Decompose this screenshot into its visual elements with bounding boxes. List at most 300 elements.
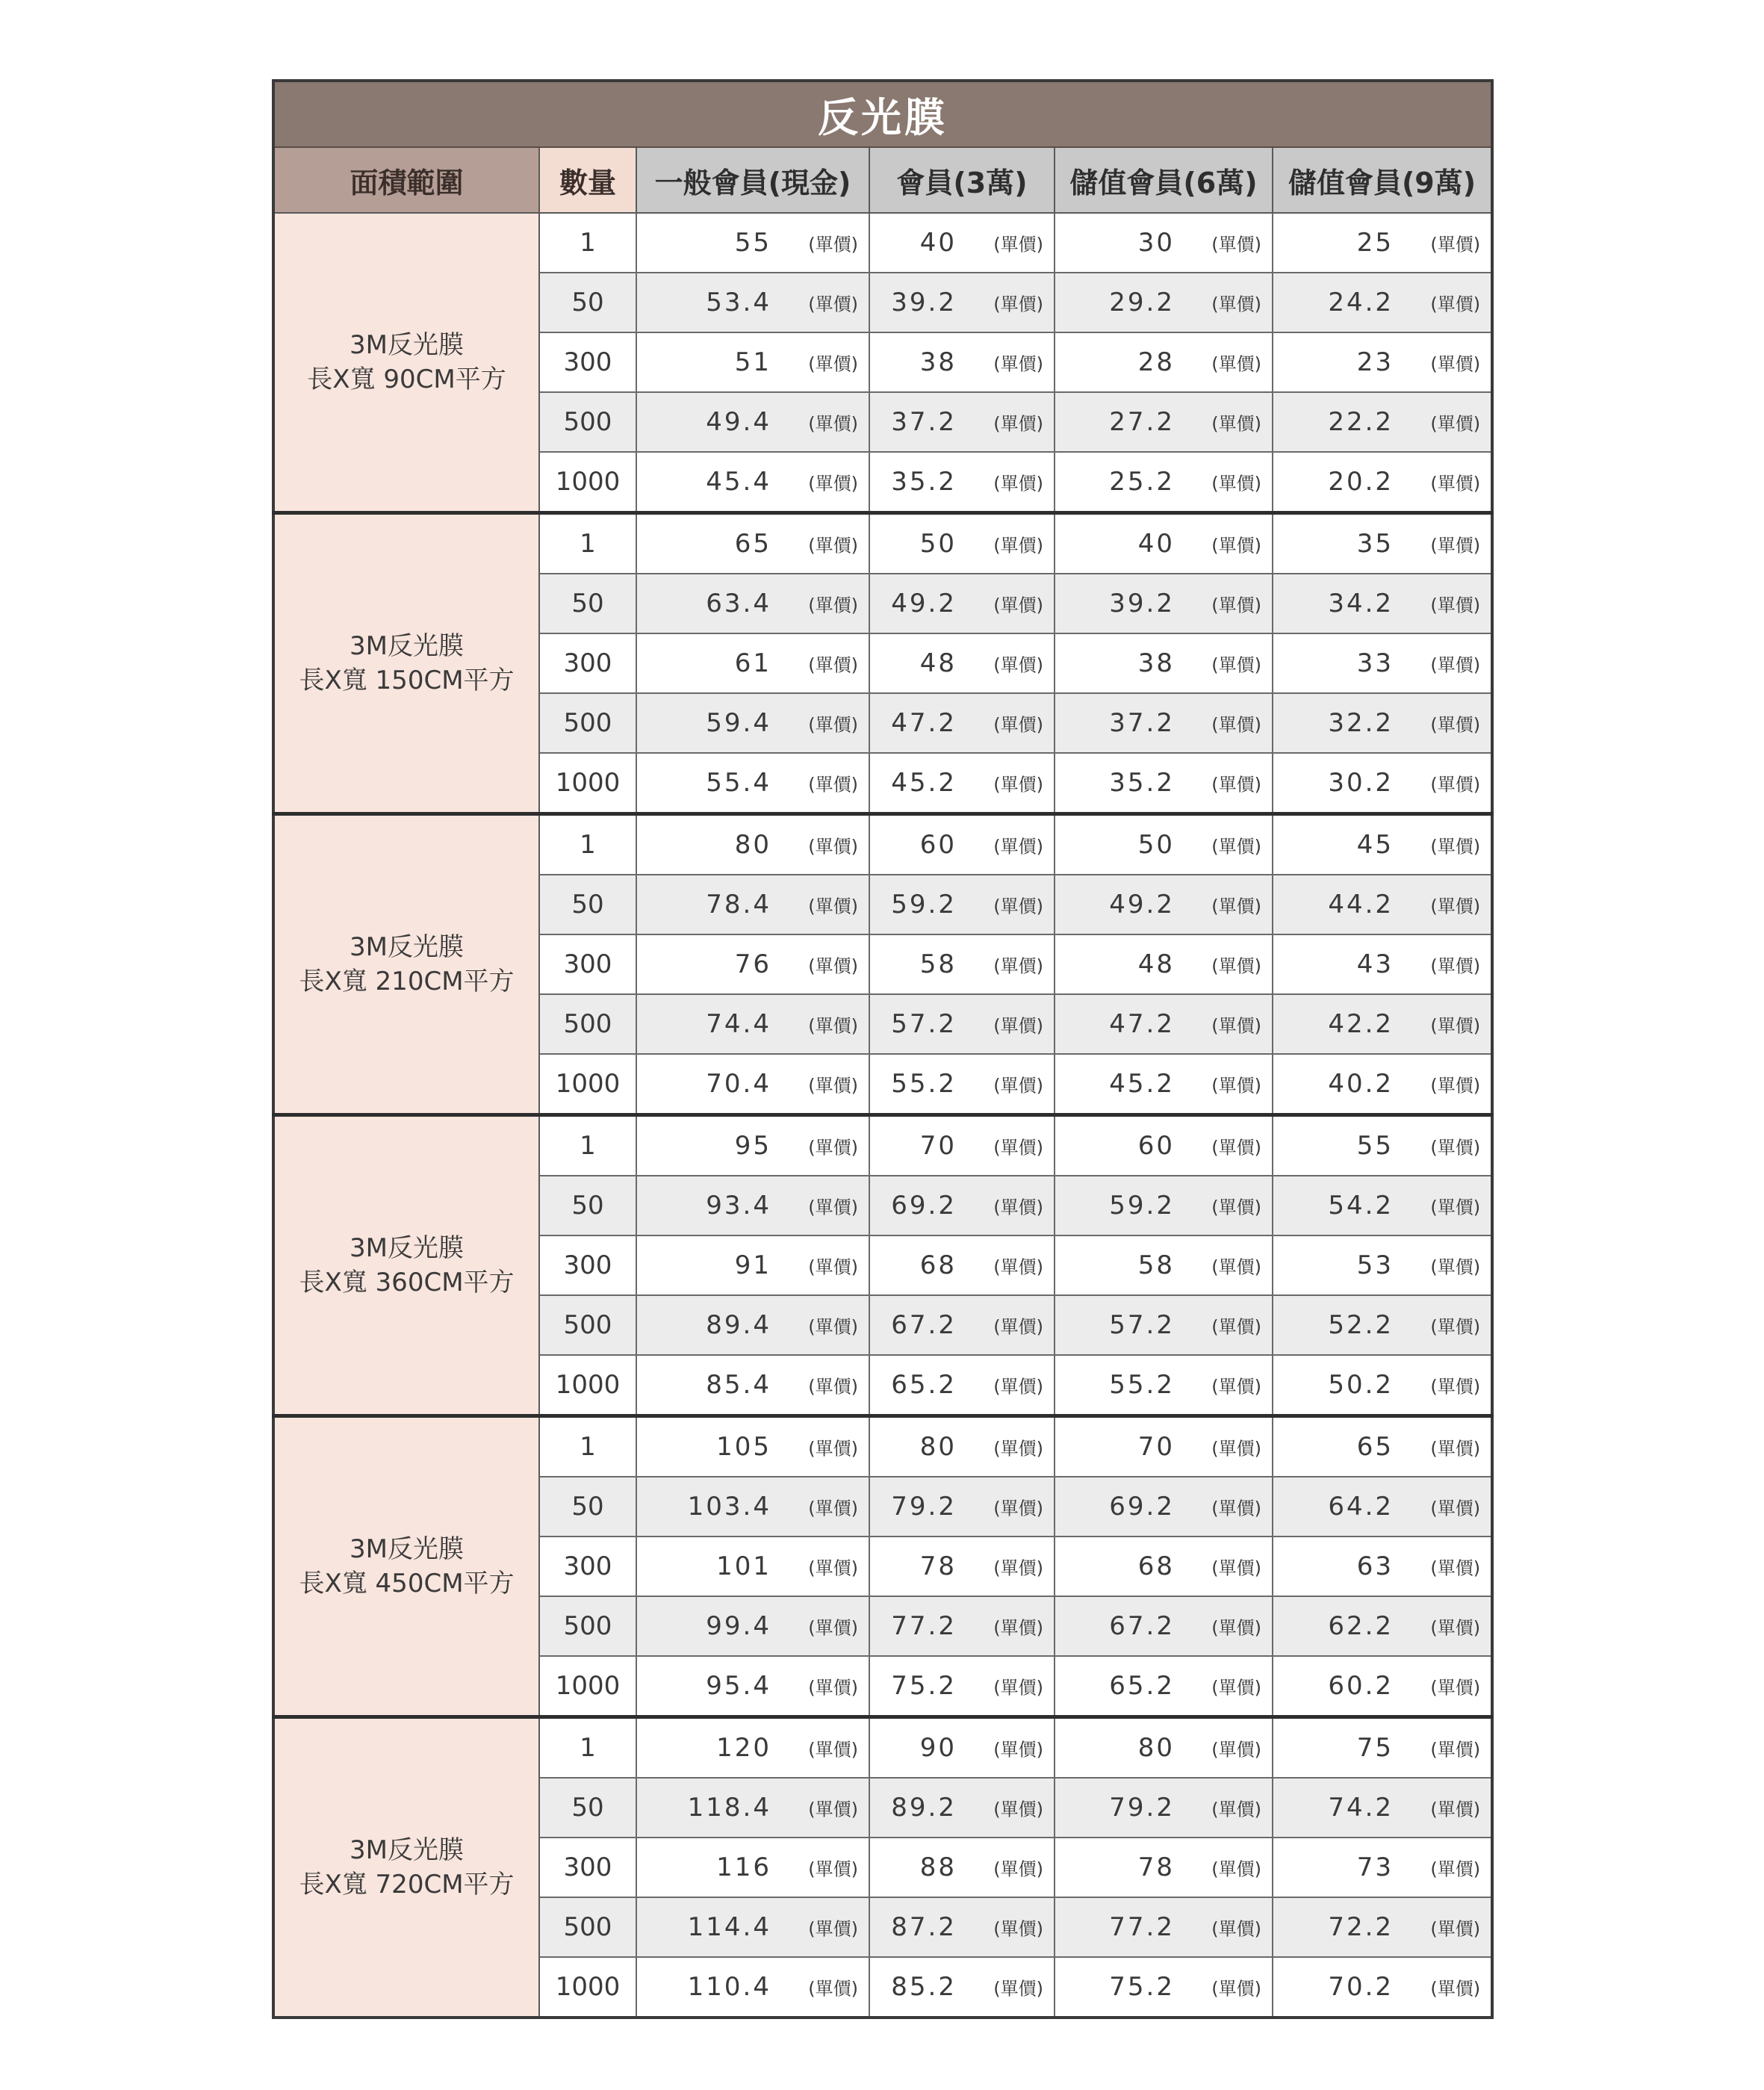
unit-price-label: (單價) [1430,1316,1481,1338]
price-cell [869,1295,1055,1355]
unit-price-label: (單價) [808,896,858,917]
price-value: 40 [1137,529,1175,559]
price-value: 55 [734,228,771,258]
price-cell [869,1596,1055,1656]
price-value: 38 [919,347,957,377]
price-cell [1055,452,1273,513]
price-cell [636,452,869,513]
price-cell [1055,633,1273,693]
price-value: 58 [1137,1250,1175,1280]
unit-price-label: (單價) [808,836,858,858]
price-cell [1273,452,1492,513]
price-value: 67.2 [891,1310,957,1340]
price-value: 39.2 [1109,589,1175,618]
price-cell [1273,1537,1492,1596]
price-value: 75.2 [891,1671,957,1701]
unit-price-label: (單價) [1430,654,1481,676]
price-value: 55.4 [706,768,771,798]
price-value: 95.4 [706,1671,771,1701]
table-row [273,1115,1492,1176]
unit-price-label: (單價) [1211,1739,1261,1761]
price-cell [1273,1115,1492,1176]
price-cell [1055,1477,1273,1537]
price-value: 34.2 [1328,589,1394,618]
price-cell [1273,574,1492,633]
price-cell [869,994,1055,1054]
qty-cell: 500 [539,1897,636,1957]
price-value: 35.2 [1109,768,1175,798]
price-value: 63.4 [706,589,771,618]
unit-price-label: (單價) [1430,1075,1481,1097]
unit-price-label: (單價) [808,654,858,676]
area-product-label: 3M反光膜 [350,1233,464,1263]
price-cell [1273,814,1492,875]
unit-price-label: (單價) [1211,1677,1261,1699]
unit-price-label: (單價) [993,1677,1043,1699]
price-cell [636,1355,869,1416]
price-value: 32.2 [1328,708,1394,738]
price-value: 54.2 [1328,1191,1394,1221]
unit-price-label: (單價) [808,1557,858,1579]
price-value: 48 [919,648,957,678]
unit-price-label: (單價) [1430,1197,1481,1218]
price-cell [1273,1717,1492,1779]
unit-price-label: (單價) [808,1617,858,1639]
price-value: 24.2 [1328,288,1394,317]
price-value: 45 [1356,830,1394,860]
unit-price-label: (單價) [1211,654,1261,676]
price-value: 64.2 [1328,1492,1394,1522]
price-cell [1055,1596,1273,1656]
price-value: 101 [716,1551,771,1581]
unit-price-label: (單價) [993,714,1043,736]
price-value: 118.4 [687,1793,771,1823]
header-area: 面積範圍 [273,147,539,213]
price-value: 79.2 [891,1492,957,1522]
table-row [273,1416,1492,1477]
price-value: 75.2 [1109,1972,1175,2002]
price-cell [869,273,1055,332]
unit-price-label: (單價) [1211,955,1261,977]
price-cell [869,1416,1055,1477]
price-cell [869,814,1055,875]
price-cell [1273,392,1492,452]
price-cell [1055,574,1273,633]
price-cell [1055,513,1273,574]
price-value: 60 [919,830,957,860]
price-cell [636,1176,869,1235]
price-cell [636,1054,869,1115]
unit-price-label: (單價) [993,1918,1043,1940]
price-value: 69.2 [891,1191,957,1221]
unit-price-label: (單價) [1430,1015,1481,1037]
unit-price-label: (單價) [808,294,858,315]
price-cell [1055,1176,1273,1235]
price-cell [636,875,869,934]
price-cell [1055,1115,1273,1176]
price-cell [1273,1596,1492,1656]
price-cell [636,1477,869,1537]
unit-price-label: (單價) [1211,1498,1261,1519]
price-value: 59.4 [706,708,771,738]
price-cell [1273,213,1492,273]
price-cell [636,1957,869,2018]
area-size-label: 長X寬 360CM平方 [299,1268,515,1297]
qty-cell: 1000 [539,1054,636,1115]
unit-price-label: (單價) [1430,1557,1481,1579]
price-value: 37.2 [1109,708,1175,738]
price-cell [1273,934,1492,994]
unit-price-label: (單價) [1211,294,1261,315]
qty-cell: 50 [539,574,636,633]
unit-price-label: (單價) [1211,1799,1261,1820]
unit-price-label: (單價) [993,774,1043,796]
price-cell [869,1115,1055,1176]
price-value: 78 [1137,1852,1175,1882]
unit-price-label: (單價) [1430,1256,1481,1278]
price-value: 79.2 [1109,1793,1175,1823]
price-value: 28 [1137,347,1175,377]
unit-price-label: (單價) [1430,1978,1481,2000]
price-value: 35.2 [891,467,957,497]
price-cell [636,1897,869,1957]
unit-price-label: (單價) [1430,1617,1481,1639]
area-product-label: 3M反光膜 [350,1835,464,1865]
qty-cell: 300 [539,1537,636,1596]
price-value: 55 [1356,1131,1394,1161]
price-cell [1055,875,1273,934]
price-value: 65 [734,529,771,559]
qty-cell: 1 [539,513,636,574]
price-value: 77.2 [891,1611,957,1641]
header-qty: 數量 [539,147,636,213]
price-value: 65.2 [891,1370,957,1400]
price-value: 49.2 [891,589,957,618]
unit-price-label: (單價) [1211,1075,1261,1097]
unit-price-label: (單價) [808,234,858,255]
unit-price-label: (單價) [993,1015,1043,1037]
header-stored-member-6w: 儲值會員(6萬) [1055,147,1273,213]
unit-price-label: (單價) [1430,955,1481,977]
unit-price-label: (單價) [993,1316,1043,1338]
price-value: 78.4 [706,890,771,920]
price-value: 25.2 [1109,467,1175,497]
price-value: 27.2 [1109,407,1175,437]
unit-price-label: (單價) [808,1376,858,1398]
price-cell [869,1957,1055,2018]
price-value: 58 [919,949,957,979]
price-value: 20.2 [1328,467,1394,497]
unit-price-label: (單價) [993,473,1043,494]
qty-cell: 500 [539,994,636,1054]
price-cell [636,332,869,392]
price-value: 45.2 [1109,1069,1175,1099]
unit-price-label: (單價) [808,1075,858,1097]
price-cell [1273,1295,1492,1355]
qty-cell: 300 [539,1838,636,1897]
price-cell [1273,633,1492,693]
price-cell [1273,513,1492,574]
price-cell [1055,814,1273,875]
price-cell [1055,934,1273,994]
price-value: 103.4 [687,1492,771,1522]
price-value: 49.2 [1109,890,1175,920]
price-cell [869,934,1055,994]
unit-price-label: (單價) [1430,1858,1481,1880]
price-value: 68 [919,1250,957,1280]
header-stored-member-9w: 儲值會員(9萬) [1273,147,1492,213]
price-cell [869,1176,1055,1235]
unit-price-label: (單價) [808,774,858,796]
price-body [273,213,1492,2018]
price-value: 76 [734,949,771,979]
price-cell [1055,1838,1273,1897]
price-cell [1055,392,1273,452]
price-cell [1273,1897,1492,1957]
price-cell [636,1656,869,1717]
unit-price-label: (單價) [808,1137,858,1159]
price-value: 80 [1137,1733,1175,1763]
price-cell [869,1235,1055,1295]
unit-price-label: (單價) [993,896,1043,917]
unit-price-label: (單價) [993,1739,1043,1761]
unit-price-label: (單價) [1430,473,1481,494]
price-value: 77.2 [1109,1912,1175,1942]
price-cell [1273,753,1492,814]
price-cell [1055,994,1273,1054]
price-cell [869,1778,1055,1838]
price-value: 52.2 [1328,1310,1394,1340]
unit-price-label: (單價) [808,535,858,556]
unit-price-label: (單價) [1430,836,1481,858]
price-cell [1055,1717,1273,1779]
price-value: 30 [1137,228,1175,258]
price-cell [636,1537,869,1596]
table-title: 反光膜 [273,81,1492,147]
price-cell [1273,994,1492,1054]
unit-price-label: (單價) [1211,1918,1261,1940]
price-value: 85.2 [891,1972,957,2002]
unit-price-label: (單價) [993,836,1043,858]
unit-price-label: (單價) [993,1978,1043,2000]
price-cell [1055,213,1273,273]
price-cell [636,213,869,273]
price-cell [869,513,1055,574]
unit-price-label: (單價) [1211,353,1261,375]
price-table [272,79,1494,2019]
price-cell [869,1355,1055,1416]
unit-price-label: (單價) [1211,535,1261,556]
price-cell [869,1477,1055,1537]
price-value: 88 [919,1852,957,1882]
unit-price-label: (單價) [1430,595,1481,616]
unit-price-label: (單價) [1430,413,1481,435]
price-value: 65.2 [1109,1671,1175,1701]
area-range-cell [273,513,539,814]
unit-price-label: (單價) [993,1858,1043,1880]
unit-price-label: (單價) [1211,1858,1261,1880]
header-member-3w: 會員(3萬) [869,147,1055,213]
price-cell [1055,1054,1273,1115]
price-value: 70.2 [1328,1972,1394,2002]
qty-cell: 1 [539,1717,636,1779]
price-cell [869,1656,1055,1717]
price-value: 35 [1356,529,1394,559]
price-cell [1273,1838,1492,1897]
unit-price-label: (單價) [1430,1739,1481,1761]
area-range-cell [273,1416,539,1717]
unit-price-label: (單價) [993,1617,1043,1639]
price-cell [869,452,1055,513]
qty-cell: 1 [539,1115,636,1176]
price-cell [636,392,869,452]
price-value: 55.2 [1109,1370,1175,1400]
price-value: 89.4 [706,1310,771,1340]
price-value: 42.2 [1328,1009,1394,1039]
area-range-cell [273,213,539,513]
table-row [273,1717,1492,1779]
price-value: 51 [734,347,771,377]
price-value: 74.4 [706,1009,771,1039]
price-cell [869,633,1055,693]
unit-price-label: (單價) [808,473,858,494]
unit-price-label: (單價) [808,1498,858,1519]
price-value: 91 [734,1250,771,1280]
unit-price-label: (單價) [993,1438,1043,1460]
unit-price-label: (單價) [808,1438,858,1460]
price-value: 68 [1137,1551,1175,1581]
unit-price-label: (單價) [993,413,1043,435]
unit-price-label: (單價) [993,294,1043,315]
qty-cell: 300 [539,934,636,994]
table-row [273,213,1492,273]
qty-cell: 50 [539,875,636,934]
price-value: 61 [734,648,771,678]
price-value: 89.2 [891,1793,957,1823]
price-value: 38 [1137,648,1175,678]
price-cell [1273,875,1492,934]
price-value: 63 [1356,1551,1394,1581]
unit-price-label: (單價) [1430,1918,1481,1940]
unit-price-label: (單價) [993,353,1043,375]
price-value: 59.2 [1109,1191,1175,1221]
unit-price-label: (單價) [1211,1316,1261,1338]
price-cell [1273,1416,1492,1477]
price-value: 120 [716,1733,771,1763]
price-value: 37.2 [891,407,957,437]
price-value: 50 [1137,830,1175,860]
price-value: 59.2 [891,890,957,920]
area-range-cell [273,1115,539,1416]
qty-cell: 500 [539,693,636,753]
price-cell [869,1897,1055,1957]
unit-price-label: (單價) [993,1557,1043,1579]
price-cell [1055,693,1273,753]
price-value: 95 [734,1131,771,1161]
area-size-label: 長X寬 720CM平方 [299,1870,515,1900]
price-cell [1055,273,1273,332]
price-cell [636,1416,869,1477]
unit-price-label: (單價) [1430,1677,1481,1699]
price-cell [1055,332,1273,392]
price-cell [869,213,1055,273]
unit-price-label: (單價) [1211,595,1261,616]
unit-price-label: (單價) [1211,473,1261,494]
unit-price-label: (單價) [993,1256,1043,1278]
price-value: 69.2 [1109,1492,1175,1522]
price-cell [1055,1355,1273,1416]
price-value: 80 [734,830,771,860]
unit-price-label: (單價) [1211,1438,1261,1460]
price-value: 40 [919,228,957,258]
unit-price-label: (單價) [808,955,858,977]
qty-cell: 500 [539,1295,636,1355]
qty-cell: 1000 [539,1957,636,2018]
price-value: 57.2 [891,1009,957,1039]
price-cell [1273,1054,1492,1115]
table-row [273,513,1492,574]
qty-cell: 50 [539,273,636,332]
price-cell [869,1717,1055,1779]
unit-price-label: (單價) [1211,1557,1261,1579]
price-cell [1273,693,1492,753]
price-value: 48 [1137,949,1175,979]
unit-price-label: (單價) [993,234,1043,255]
price-value: 70 [919,1131,957,1161]
price-value: 75 [1356,1733,1394,1763]
price-value: 72.2 [1328,1912,1394,1942]
price-value: 80 [919,1432,957,1462]
qty-cell: 50 [539,1176,636,1235]
price-value: 25 [1356,228,1394,258]
price-cell [636,273,869,332]
qty-cell: 1000 [539,452,636,513]
price-cell [1055,1235,1273,1295]
price-value: 70 [1137,1432,1175,1462]
qty-cell: 50 [539,1778,636,1838]
area-size-label: 長X寬 90CM平方 [307,365,506,394]
price-value: 116 [716,1852,771,1882]
price-value: 49.4 [706,407,771,437]
price-value: 85.4 [706,1370,771,1400]
unit-price-label: (單價) [993,1376,1043,1398]
unit-price-label: (單價) [1430,774,1481,796]
price-value: 87.2 [891,1912,957,1942]
price-cell [636,814,869,875]
price-cell [636,1235,869,1295]
area-product-label: 3M反光膜 [350,631,464,661]
price-value: 93.4 [706,1191,771,1221]
unit-price-label: (單價) [1211,1256,1261,1278]
qty-cell: 1 [539,814,636,875]
unit-price-label: (單價) [808,1978,858,2000]
price-cell [869,875,1055,934]
price-cell [636,934,869,994]
unit-price-label: (單價) [1211,1137,1261,1159]
price-cell [869,392,1055,452]
unit-price-label: (單價) [1430,234,1481,255]
price-cell [1273,1656,1492,1717]
price-value: 62.2 [1328,1611,1394,1641]
price-cell [1055,1957,1273,2018]
price-value: 55.2 [891,1069,957,1099]
unit-price-label: (單價) [1430,714,1481,736]
qty-cell: 1000 [539,1355,636,1416]
price-cell [636,1778,869,1838]
unit-price-label: (單價) [1430,1376,1481,1398]
unit-price-label: (單價) [1430,1799,1481,1820]
price-cell [636,1115,869,1176]
